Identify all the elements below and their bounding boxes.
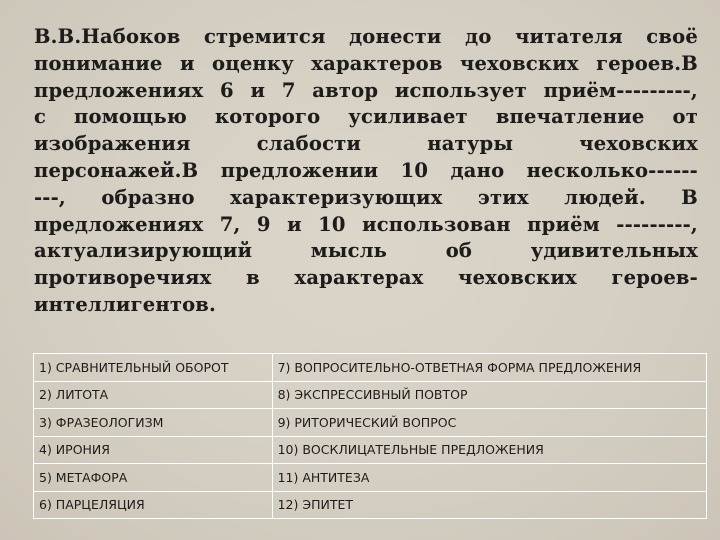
task-word: мысль [310, 239, 388, 263]
task-line [34, 238, 698, 265]
task-word: использует [394, 78, 527, 102]
option-cell: 2) ЛИТОТА [34, 381, 273, 409]
task-word: до [465, 25, 492, 48]
task-word: предложениях [34, 78, 204, 102]
task-line [34, 78, 698, 105]
task-line [34, 265, 698, 292]
task-word: использован [362, 212, 511, 236]
table-row [34, 381, 707, 409]
task-word: В.В.Набоков [34, 25, 181, 48]
task-word: несколько------ [526, 158, 698, 182]
task-word: этих [477, 185, 529, 209]
task-word: 6 [220, 78, 234, 102]
options-table-body [34, 354, 707, 519]
task-word: помощью [74, 105, 188, 129]
task-paragraph [34, 24, 698, 319]
task-word: В [681, 185, 698, 209]
option-cell: 8) ЭКСПРЕССИВНЫЙ ПОВТОР [272, 381, 706, 409]
task-word: читателя [515, 25, 623, 48]
task-word: приём---------, [543, 78, 698, 102]
table-row [34, 436, 707, 464]
task-word: стремится [203, 25, 326, 48]
task-word: об [445, 239, 473, 263]
task-line [34, 131, 698, 158]
task-word: понимание [34, 51, 163, 75]
task-word: героев- [611, 266, 698, 290]
task-word: донести [349, 25, 442, 48]
options-table [33, 353, 707, 519]
task-line [34, 24, 698, 51]
option-cell: 11) АНТИТЕЗА [272, 464, 706, 492]
option-cell: 5) МЕТАФОРА [34, 464, 273, 492]
task-line [34, 185, 698, 212]
task-word: характеров [311, 51, 443, 75]
task-word: оценку [212, 51, 294, 75]
table-row [34, 409, 707, 437]
task-word: которого [214, 105, 321, 129]
task-word: слабости [256, 132, 362, 156]
task-word: характерах [294, 266, 424, 290]
task-word: с [34, 105, 47, 129]
task-word: противоречиях [34, 266, 212, 290]
task-word: изображения [34, 132, 191, 156]
task-line [34, 51, 698, 78]
task-word: 7, [219, 212, 241, 236]
task-line [34, 158, 698, 185]
option-cell: 6) ПАРЦЕЛЯЦИЯ [34, 491, 273, 519]
task-word: героев.В [596, 51, 698, 75]
option-cell: 1) СРАВНИТЕЛЬНЫЙ ОБОРОТ [34, 354, 273, 382]
task-word: чеховских [579, 132, 698, 156]
option-cell: 3) ФРАЗЕОЛОГИЗМ [34, 409, 273, 437]
task-word: чеховских [459, 51, 579, 75]
option-cell: 12) ЭПИТЕТ [272, 491, 706, 519]
task-word: удивительных [530, 239, 698, 263]
task-word: ---, [34, 185, 66, 209]
table-row [34, 491, 707, 519]
option-cell: 10) ВОСКЛИЦАТЕЛЬНЫЕ ПРЕДЛОЖЕНИЯ [272, 436, 706, 464]
task-line [34, 104, 698, 131]
task-word: ---------, [616, 212, 698, 236]
task-word: характеризующих [230, 185, 443, 209]
task-line [34, 292, 698, 319]
task-word: дано [450, 158, 505, 182]
task-word: своё [646, 25, 698, 48]
task-word: автор [312, 78, 379, 102]
task-word: от [672, 105, 698, 129]
table-row [34, 464, 707, 492]
task-word: 7 [281, 78, 296, 102]
task-word: предложениях [34, 212, 204, 236]
task-word: 10 [400, 158, 429, 182]
task-word: актуализирующий [34, 239, 253, 263]
task-word: усиливает [348, 105, 468, 129]
task-line [34, 212, 698, 239]
task-word: людей. [564, 185, 646, 209]
task-word: и [250, 78, 266, 102]
task-word: натуры [427, 132, 514, 156]
task-word: чеховских [458, 266, 577, 290]
task-word: предложении [220, 158, 379, 182]
task-word: и [287, 212, 302, 236]
task-word: 9 [256, 212, 271, 236]
option-cell: 9) РИТОРИЧЕСКИЙ ВОПРОС [272, 409, 706, 437]
task-word: приём [527, 212, 600, 236]
task-word: интеллигентов. [34, 292, 217, 316]
task-word: 10 [318, 212, 346, 236]
option-cell: 4) ИРОНИЯ [34, 436, 273, 464]
task-word: впечатление [495, 105, 645, 129]
task-word: образно [101, 185, 195, 209]
option-cell: 7) ВОПРОСИТЕЛЬНО-ОТВЕТНАЯ ФОРМА ПРЕДЛОЖЕНИЯ [272, 354, 706, 382]
task-word: и [179, 51, 195, 75]
table-row [34, 354, 707, 382]
task-word: в [246, 266, 260, 290]
task-word: персонажей.В [34, 158, 199, 182]
